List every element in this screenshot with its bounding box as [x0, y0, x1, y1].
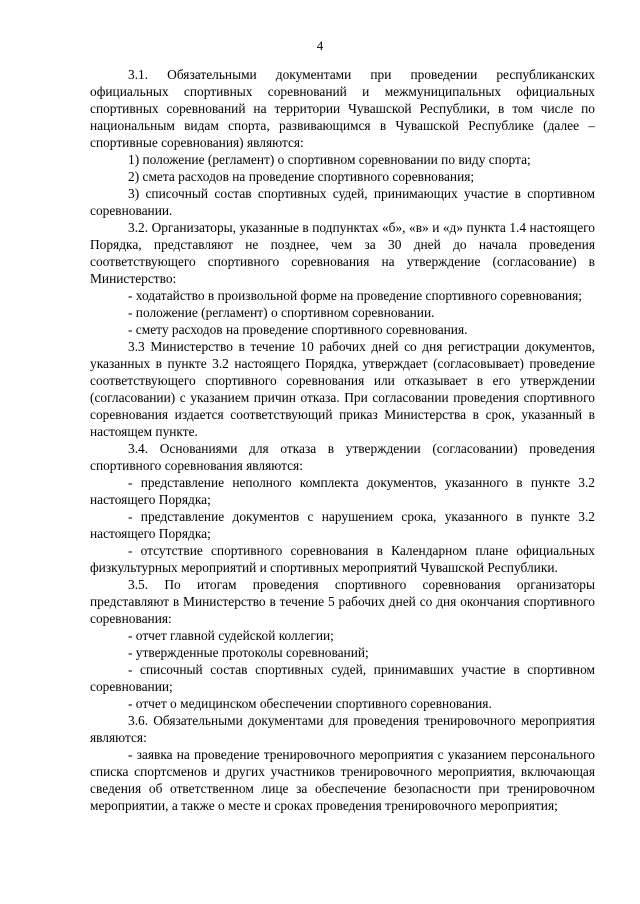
list-item-medical-report: - отчет о медицинском обеспечении спортивного соревнования.	[128, 696, 492, 711]
list-item-not-in-calendar: - отсутствие спортивного соревнования в Календарном плане официальных физкультурных мероприятий и спортивных мероприятий Чувашской Республики.	[90, 543, 595, 575]
document-body	[90, 66, 595, 814]
paragraph-3-3: 3.3 Министерство в течение 10 рабочих дней со дня регистрации документов, указанных в пункте 3.2 настоящего Порядка, утверждает (согласовывает) проведение соответствующего спортивного соревнования или отказывает в его утверждении (согласовании) с указанием причин отказа. При согласовании проведения спортивного соревнования издается соответствующий приказ Министерства в срок, указанный в настоящем пункте.	[90, 339, 595, 439]
list-item-budget: 2) смета расходов на проведение спортивного соревнования;	[128, 169, 475, 184]
list-item-training-application: - заявка на проведение тренировочного мероприятия с указанием персонального списка спортсменов и других участников тренировочного мероприятия, включающая сведения об ответственном лице за обеспечение безопасности при тренировочном мероприятии, а также о месте и сроках проведения тренировочного мероприятия;	[90, 747, 595, 813]
list-item-petition: - ходатайство в произвольной форме на проведение спортивного соревнования;	[128, 288, 583, 303]
list-item-protocols: - утвержденные протоколы соревнований;	[128, 645, 369, 660]
list-item-judges-report: - отчет главной судейской коллегии;	[128, 628, 334, 643]
paragraph-3-6: 3.6. Обязательными документами для проведения тренировочного мероприятия являются:	[90, 713, 595, 745]
paragraph-3-2: 3.2. Организаторы, указанные в подпунктах «б», «в» и «д» пункта 1.4 настоящего Порядка, представляют не позднее, чем за 30 дней до начала проведения соответствующего спортивного соревнования на утверждение (согласование) в Министерство:	[90, 220, 595, 286]
list-item-regulation: 1) положение (регламент) о спортивном соревновании по виду спорта;	[128, 152, 531, 167]
paragraph-3-1: 3.1. Обязательными документами при проведении республиканских официальных спортивных соревнований и межмуниципальных официальных спортивных соревнований на территории Чувашской Республики, в том числе по национальным видам спорта, развивающимся в Чувашской Республике (далее – спортивные соревнования) являются:	[90, 67, 595, 150]
paragraph-3-5: 3.5. По итогам проведения спортивного соревнования организаторы представляют в Министерство в течение 5 рабочих дней со дня окончания спортивного соревнования:	[90, 577, 595, 626]
page-number: 4	[316, 38, 324, 53]
list-item-judges-list: - списочный состав спортивных судей, принимавших участие в спортивном соревновании;	[90, 662, 595, 694]
paragraph-3-4: 3.4. Основаниями для отказа в утверждении (согласовании) проведения спортивного соревнования являются:	[90, 441, 595, 473]
list-item-budget: - смету расходов на проведение спортивного соревнования.	[128, 322, 468, 337]
list-item-late-docs: - представление документов с нарушением срока, указанного в пункте 3.2 настоящего Порядка;	[90, 509, 595, 541]
list-item-regulation: - положение (регламент) о спортивном соревновании.	[128, 305, 435, 320]
list-item-incomplete-docs: - представление неполного комплекта документов, указанного в пункте 3.2 настоящего Порядка;	[90, 475, 595, 507]
list-item-judges: 3) списочный состав спортивных судей, принимающих участие в спортивном соревновании.	[90, 186, 595, 218]
